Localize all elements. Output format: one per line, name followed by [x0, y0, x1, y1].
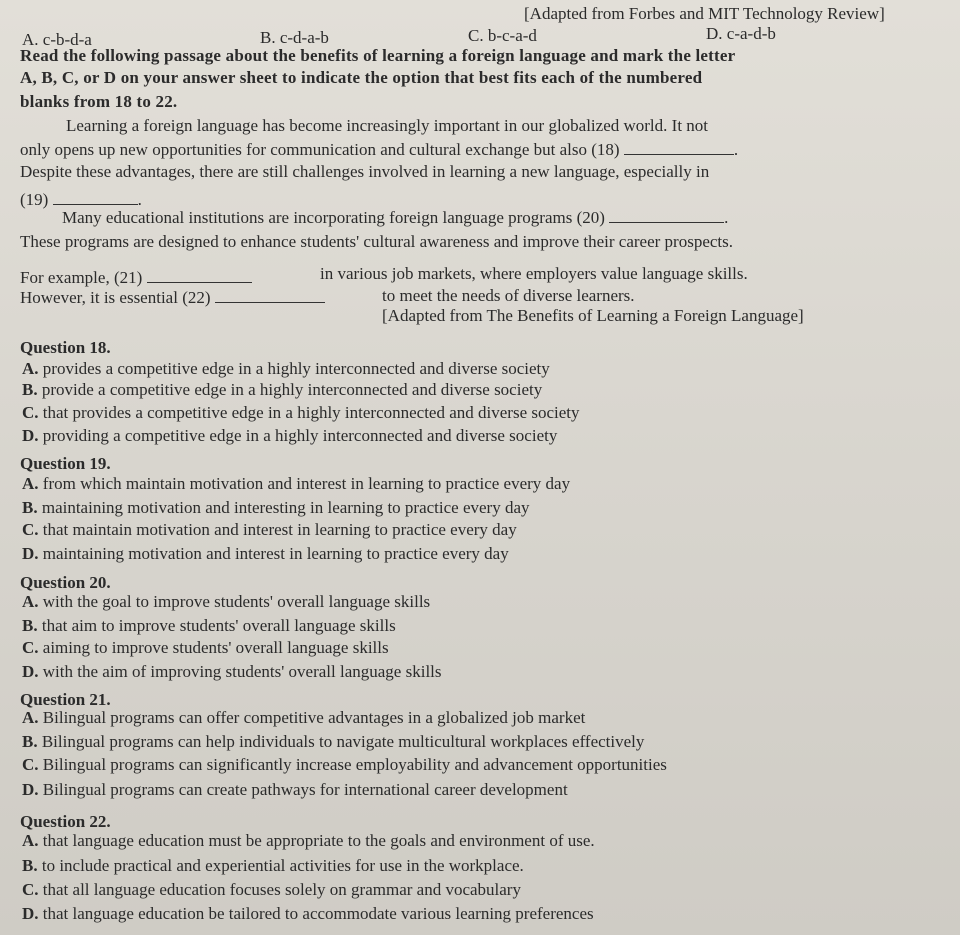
question-19-option-d: D. maintaining motivation and interest in learning to practice every day	[22, 544, 509, 563]
question-21-option-d: D. Bilingual programs can create pathways for international career development	[22, 780, 568, 799]
passage-line-3: Despite these advantages, there are still challenges involved in learning a new language, especially in	[20, 162, 710, 181]
question-22-option-c: C. that all language education focuses solely on grammar and vocabulary	[22, 880, 521, 899]
question-22-option-a: A. that language education must be appropriate to the goals and environment of use.	[22, 831, 595, 850]
question-20-title: Question 20.	[20, 573, 111, 592]
passage-line-8-end: to meet the needs of diverse learners.	[382, 286, 635, 305]
question-21-option-a: A. Bilingual programs can offer competitive advantages in a globalized job market	[22, 708, 586, 727]
passage-line-6: These programs are designed to enhance students' cultural awareness and improve their career prospects.	[20, 232, 734, 251]
question-20-option-b: B. that aim to improve students' overall language skills	[22, 616, 396, 635]
passage-line-5: Many educational institutions are incorporating foreign language programs (20) .	[62, 208, 729, 227]
question-19-option-b: B. maintaining motivation and interesting in learning to practice every day	[22, 498, 530, 517]
blank-22	[215, 288, 325, 303]
blank-20	[609, 208, 724, 223]
question-18-option-c: C. that provides a competitive edge in a highly interconnected and diverse society	[22, 403, 580, 422]
question-21-title: Question 21.	[20, 690, 111, 709]
prev-option-c: C. b-c-a-d	[468, 26, 537, 45]
question-18-title: Question 18.	[20, 338, 111, 357]
passage-line-7-end: in various job markets, where employers value language skills.	[320, 264, 748, 283]
question-20-option-a: A. with the goal to improve students' overall language skills	[22, 592, 431, 611]
source-citation-top: [Adapted from Forbes and MIT Technology Review]	[524, 4, 885, 23]
passage-line-4: (19) .	[20, 190, 142, 209]
question-18-option-b: B. provide a competitive edge in a highly interconnected and diverse society	[22, 380, 543, 399]
passage-source: [Adapted from The Benefits of Learning a Foreign Language]	[382, 306, 804, 325]
question-19-option-c: C. that maintain motivation and interest in learning to practice every day	[22, 520, 517, 539]
blank-18	[624, 140, 734, 155]
question-20-option-c: C. aiming to improve students' overall language skills	[22, 638, 389, 657]
question-21-option-b: B. Bilingual programs can help individuals to navigate multicultural workplaces effectively	[22, 732, 645, 751]
prev-option-b: B. c-d-a-b	[260, 28, 329, 47]
question-22-option-d: D. that language education be tailored to accommodate various learning preferences	[22, 904, 594, 923]
question-21-option-c: C. Bilingual programs can significantly increase employability and advancement opportunities	[22, 755, 667, 774]
question-18-option-a: A. provides a competitive edge in a highly interconnected and diverse society	[22, 359, 550, 378]
instruction-line-3: blanks from 18 to 22.	[20, 92, 178, 111]
blank-21	[147, 268, 252, 283]
prev-option-a: A. c-b-d-a	[22, 30, 92, 49]
instruction-line-2: A, B, C, or D on your answer sheet to indicate the option that best fits each of the numbered	[20, 68, 703, 87]
question-19-title: Question 19.	[20, 454, 111, 473]
question-20-option-d: D. with the aim of improving students' overall language skills	[22, 662, 442, 681]
question-18-option-d: D. providing a competitive edge in a highly interconnected and diverse society	[22, 426, 558, 445]
passage-line-1: Learning a foreign language has become increasingly important in our globalized world. It not	[66, 116, 709, 135]
question-19-option-a: A. from which maintain motivation and interest in learning to practice every day	[22, 474, 571, 493]
question-22-title: Question 22.	[20, 812, 111, 831]
question-22-option-b: B. to include practical and experiential activities for use in the workplace.	[22, 856, 524, 875]
passage-line-8: However, it is essential (22)	[20, 288, 325, 308]
instruction-line-1: Read the following passage about the benefits of learning a foreign language and mark the letter	[20, 46, 736, 65]
passage-line-2: only opens up new opportunities for communication and cultural exchange but also (18) .	[20, 140, 739, 159]
passage-line-7: For example, (21)	[20, 268, 252, 288]
blank-19	[53, 190, 138, 205]
prev-option-d: D. c-a-d-b	[706, 24, 776, 43]
